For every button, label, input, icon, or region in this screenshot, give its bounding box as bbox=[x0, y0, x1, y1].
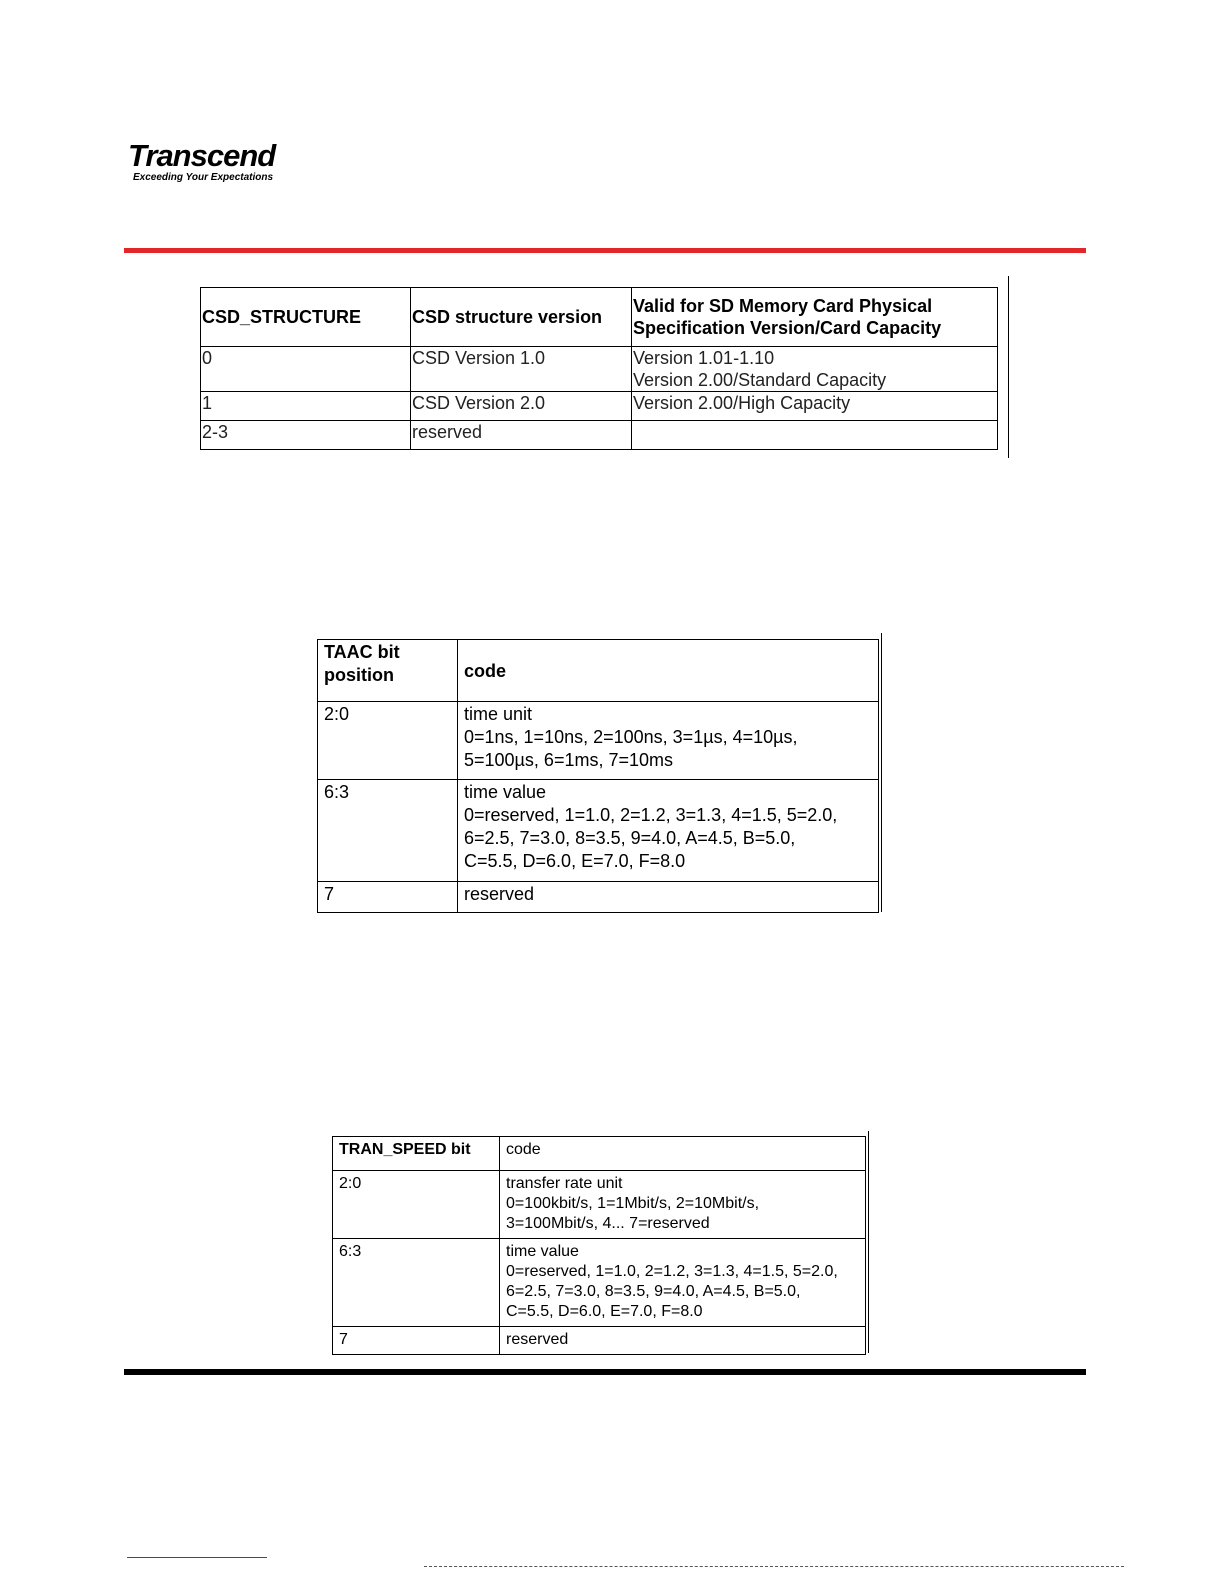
bit-position-cell: 6:3 bbox=[333, 1239, 500, 1327]
bit-position-cell: 2:0 bbox=[318, 702, 458, 780]
csd-valid-cell bbox=[632, 347, 998, 392]
footer-divider bbox=[124, 1369, 1086, 1375]
csd-valid-line: Version 2.00/Standard Capacity bbox=[633, 370, 887, 390]
footer-link-underline bbox=[127, 1557, 267, 1558]
code-line: 5=100µs, 6=1ms, 7=10ms bbox=[464, 750, 673, 770]
csd-value-cell: 2-3 bbox=[201, 421, 411, 450]
csd-version-cell: reserved bbox=[411, 421, 632, 450]
logo-tagline: Exceeding Your Expectations bbox=[133, 172, 274, 183]
code-line: 0=100kbit/s, 1=1Mbit/s, 2=10Mbit/s, bbox=[506, 1195, 760, 1212]
code-line: time value bbox=[464, 782, 547, 802]
table-row bbox=[201, 392, 998, 421]
logo-wordmark: Transcend bbox=[128, 138, 276, 173]
code-cell: reserved bbox=[500, 1327, 866, 1355]
bit-position-cell: 7 bbox=[318, 882, 458, 913]
csd-value-cell: 0 bbox=[201, 347, 411, 392]
code-line: 0=reserved, 1=1.0, 2=1.2, 3=1.3, 4=1.5, 5=2.0, bbox=[464, 805, 838, 825]
bit-position-cell: 7 bbox=[333, 1327, 500, 1355]
bit-position-cell: 6:3 bbox=[318, 780, 458, 882]
code-cell bbox=[458, 702, 879, 780]
code-line: 6=2.5, 7=3.0, 8=3.5, 9=4.0, A=4.5, B=5.0, bbox=[464, 828, 796, 848]
code-line: C=5.5, D=6.0, E=7.0, F=8.0 bbox=[506, 1303, 703, 1320]
table-header-row bbox=[201, 288, 998, 347]
table-row bbox=[318, 780, 879, 882]
header-line: position bbox=[324, 665, 394, 685]
table-row bbox=[318, 882, 879, 913]
csd-version-cell: CSD Version 1.0 bbox=[411, 347, 632, 392]
header-csd-structure: CSD_STRUCTURE bbox=[201, 288, 411, 347]
code-line: time value bbox=[506, 1243, 579, 1260]
code-line: transfer rate unit bbox=[506, 1175, 623, 1192]
table-edge-line bbox=[868, 1131, 869, 1353]
csd-valid-cell bbox=[632, 421, 998, 450]
taac-table bbox=[317, 639, 879, 913]
table-row bbox=[318, 702, 879, 780]
code-line: 3=100Mbit/s, 4... 7=reserved bbox=[506, 1215, 710, 1232]
table-row bbox=[333, 1239, 866, 1327]
header-tran-speed-bit: TRAN_SPEED bit bbox=[333, 1137, 500, 1171]
table-edge-line bbox=[881, 633, 882, 912]
csd-valid-line: Version 2.00/High Capacity bbox=[633, 393, 851, 413]
code-cell bbox=[500, 1171, 866, 1239]
header-valid-for-line1: Valid for SD Memory Card Physical bbox=[633, 296, 933, 316]
csd-version-cell: CSD Version 2.0 bbox=[411, 392, 632, 421]
header-line: TAAC bit bbox=[324, 642, 400, 662]
code-line: C=5.5, D=6.0, E=7.0, F=8.0 bbox=[464, 851, 686, 871]
header-taac-bit-position bbox=[318, 640, 458, 702]
code-line: 0=reserved, 1=1.0, 2=1.2, 3=1.3, 4=1.5, 5=2.0, bbox=[506, 1263, 838, 1280]
header-code: code bbox=[458, 640, 879, 702]
code-line: 0=1ns, 1=10ns, 2=100ns, 3=1µs, 4=10µs, bbox=[464, 727, 798, 747]
header-code: code bbox=[500, 1137, 866, 1171]
code-line: time unit bbox=[464, 704, 533, 724]
header-valid-for-line2: Specification Version/Card Capacity bbox=[633, 318, 942, 338]
header-valid-for bbox=[632, 288, 998, 347]
csd-value-cell: 1 bbox=[201, 392, 411, 421]
header-divider bbox=[124, 248, 1086, 253]
code-cell bbox=[500, 1239, 866, 1327]
code-cell: reserved bbox=[458, 882, 879, 913]
table-row bbox=[333, 1327, 866, 1355]
code-line: 6=2.5, 7=3.0, 8=3.5, 9=4.0, A=4.5, B=5.0, bbox=[506, 1283, 801, 1300]
bit-position-cell: 2:0 bbox=[333, 1171, 500, 1239]
table-row bbox=[201, 347, 998, 392]
csd-structure-table bbox=[200, 287, 998, 450]
table-header-row bbox=[333, 1137, 866, 1171]
transcend-logo bbox=[128, 140, 275, 184]
table-edge-line bbox=[1008, 276, 1009, 458]
csd-valid-cell bbox=[632, 392, 998, 421]
tran-speed-table bbox=[332, 1136, 866, 1355]
table-row bbox=[201, 421, 998, 450]
table-row bbox=[333, 1171, 866, 1239]
code-cell bbox=[458, 780, 879, 882]
csd-valid-line: Version 1.01-1.10 bbox=[633, 348, 775, 368]
footer-dashed-line bbox=[424, 1566, 1124, 1568]
table-header-row bbox=[318, 640, 879, 702]
header-csd-structure-version: CSD structure version bbox=[411, 288, 632, 347]
